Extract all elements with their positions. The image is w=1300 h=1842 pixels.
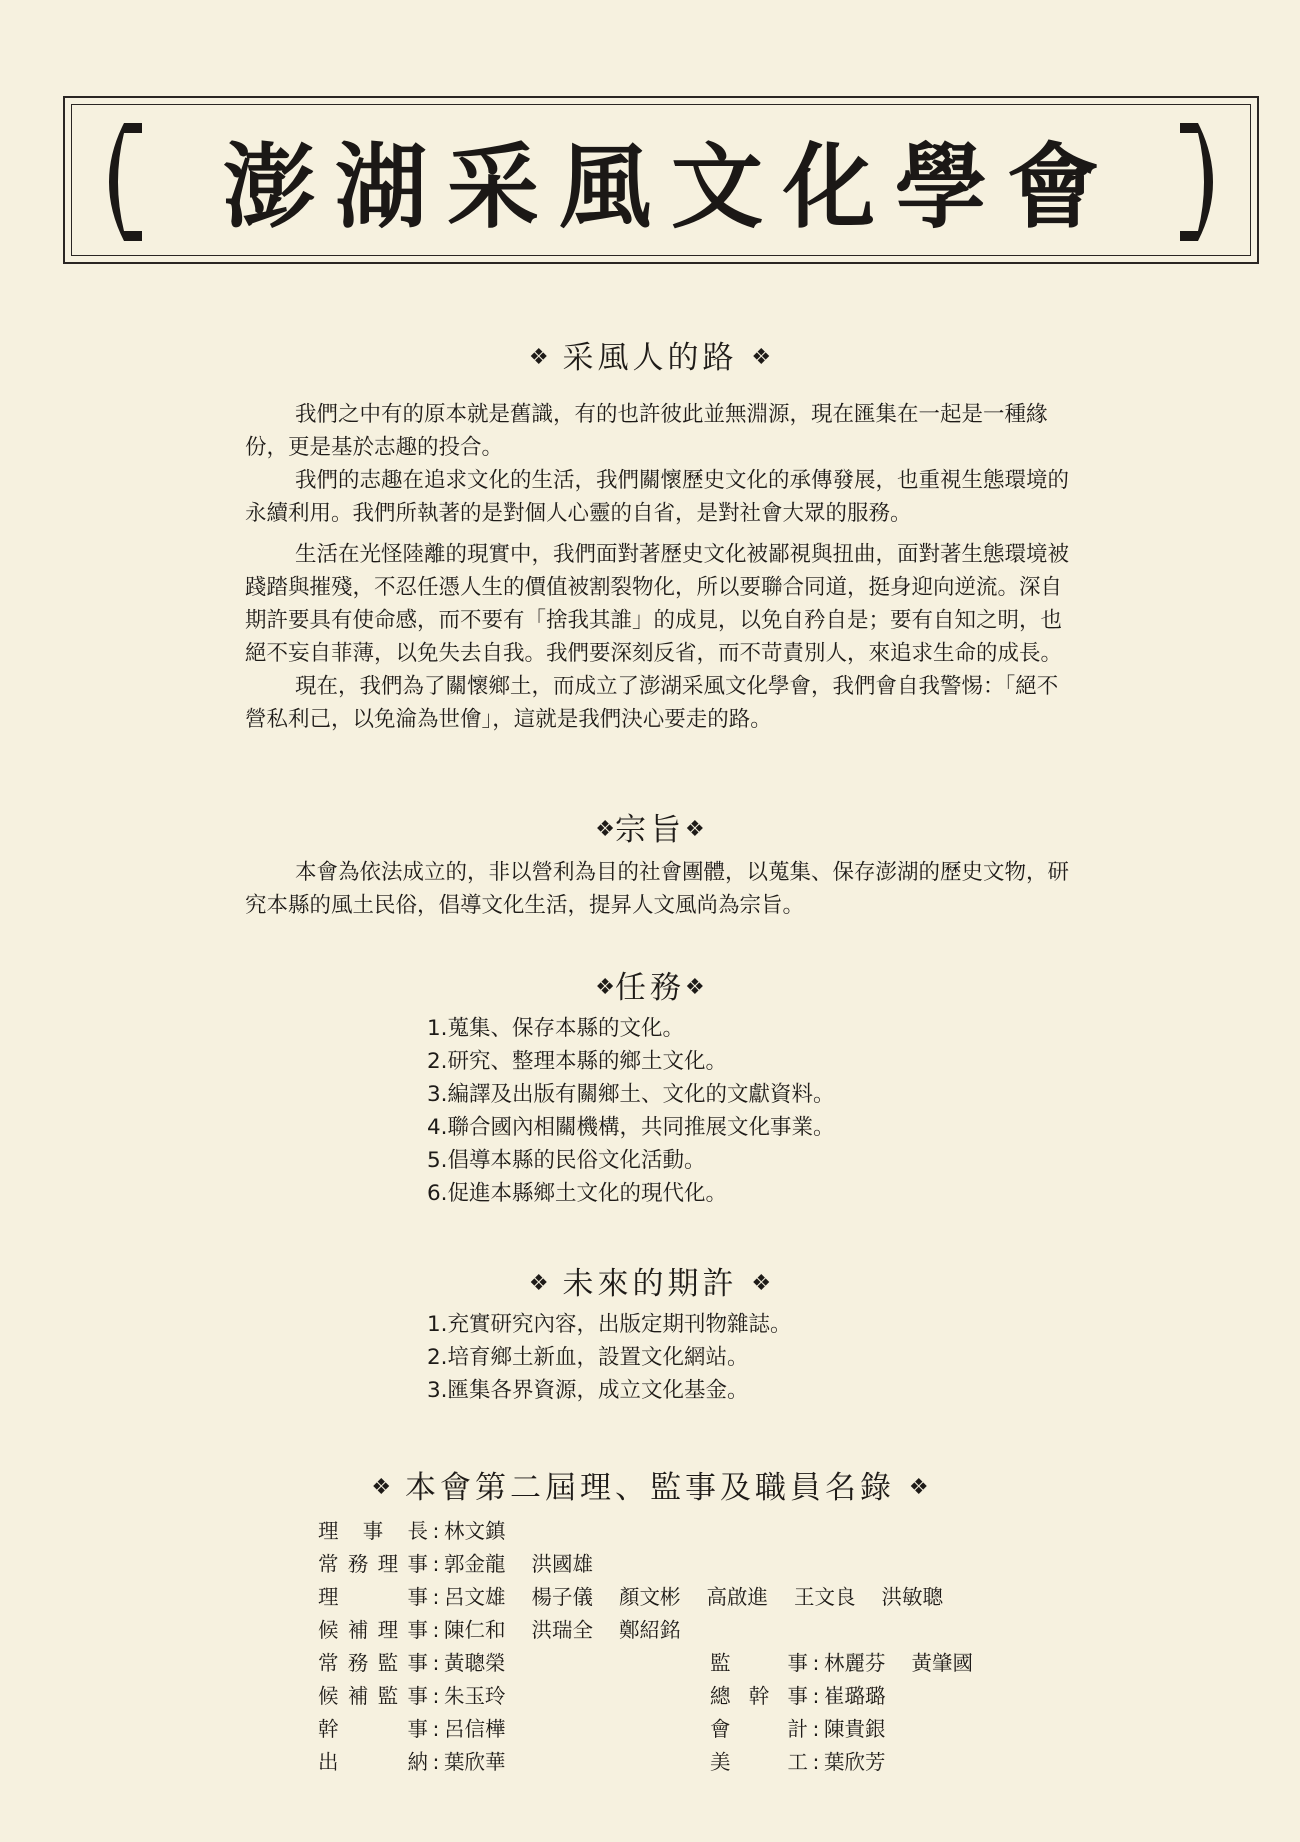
member-name: 呂文雄 [444, 1585, 506, 1609]
member-name: 朱玉玲 [444, 1684, 506, 1708]
title-banner-frame [71, 104, 1251, 256]
paragraph: 我們之中有的原本就是舊識，有的也許彼此並無淵源，現在匯集在一起是一種緣份，更是基於志趣的投合。 [245, 402, 1048, 460]
member-name: 葉欣華 [444, 1750, 506, 1774]
colon: : [432, 1750, 440, 1774]
roster-row [318, 1580, 969, 1612]
member-name: 洪瑞全 [531, 1618, 593, 1642]
paragraph: 現在，我們為了關懷鄉土，而成立了澎湖采風文化學會，我們會自我警惕：「絕不營私利己，以免淪為世儈」，這就是我們決心要走的路。 [245, 674, 1059, 732]
member-name: 洪國雄 [531, 1552, 593, 1576]
diamond-ornament-icon: ❖ [908, 1475, 929, 1500]
colon: : [432, 1717, 440, 1741]
member-names [444, 1618, 707, 1642]
member-name: 崔璐璐 [824, 1684, 886, 1708]
diamond-ornament-icon: ❖ [685, 975, 705, 1000]
roster-row [710, 1646, 999, 1678]
paragraph: 我們的志趣在追求文化的生活，我們關懷歷史文化的承傳發展，也重視生態環境的永續利用。我們所執著的是對個人心靈的自省，是對社會大眾的服務。 [245, 468, 1070, 526]
right-bracket-ornament [1180, 123, 1228, 241]
member-names [824, 1684, 912, 1708]
colon: : [432, 1651, 440, 1675]
diamond-ornament-icon: ❖ [595, 975, 615, 1000]
colon: : [432, 1585, 440, 1609]
member-names [824, 1651, 999, 1675]
roster-row [318, 1613, 707, 1645]
member-names [444, 1684, 532, 1708]
roster-row [318, 1646, 532, 1678]
member-name: 鄭紹銘 [619, 1618, 681, 1642]
role-label: 監事 [710, 1651, 808, 1675]
paragraph: 生活在光怪陸離的現實中，我們面對著歷史文化被鄙視與扭曲，面對著生態環境被踐踏與摧殘，不忍任憑人生的價值被割裂物化，所以要聯合同道，挺身迎向逆流。深自期許要具有使命感，而不要有「捨我其誰」的成見，以免自矜自是；要有自知之明，也絕不妄自菲薄，以免失去自我。我們要深刻反省，而不苛責別人，來追求生命的成長。 [245, 542, 1070, 666]
role-label: 出納 [318, 1750, 428, 1774]
member-names [824, 1717, 912, 1741]
member-names [824, 1750, 912, 1774]
list-item: 6.促進本縣鄉土文化的現代化。 [427, 1181, 728, 1206]
diamond-ornament-icon: ❖ [528, 1271, 549, 1296]
section-heading-future [0, 1258, 1300, 1303]
list-item: 3.匯集各界資源，成立文化基金。 [427, 1378, 749, 1403]
list-item: 3.編譯及出版有關鄉土、文化的文獻資料。 [427, 1082, 835, 1107]
roster-row [318, 1679, 532, 1711]
role-label: 常務監事 [318, 1651, 428, 1675]
roster-row [318, 1547, 619, 1579]
member-name: 黃聰榮 [444, 1651, 506, 1675]
member-names [444, 1651, 532, 1675]
list-item: 1.充實研究內容，出版定期刊物雜誌。 [427, 1312, 792, 1337]
member-name: 呂信樺 [444, 1717, 506, 1741]
roster-row [710, 1745, 912, 1777]
member-name: 陳仁和 [444, 1618, 506, 1642]
section-heading-tasks [0, 962, 1300, 1007]
list-item: 5.倡導本縣的民俗文化活動。 [427, 1148, 706, 1173]
colon: : [432, 1552, 440, 1576]
role-label: 理事長 [318, 1519, 428, 1543]
member-name: 葉欣芳 [824, 1750, 886, 1774]
member-name: 郭金龍 [444, 1552, 506, 1576]
roster-heading-text: 本會第二屆理、監事及職員名錄 [405, 1470, 895, 1506]
member-name: 王文良 [794, 1585, 856, 1609]
paragraph: 本會為依法成立的，非以營利為目的社會團體，以蒐集、保存澎湖的歷史文物，研究本縣的風土民俗，倡導文化生活，提昇人文風尚為宗旨。 [245, 860, 1070, 918]
role-label: 總幹事 [710, 1684, 808, 1708]
roster-row [710, 1679, 912, 1711]
member-name: 楊子儀 [531, 1585, 593, 1609]
member-names [444, 1585, 969, 1609]
role-label: 常務理事 [318, 1552, 428, 1576]
future-heading-text: 未來的期許 [562, 1266, 738, 1302]
member-name: 洪敏聰 [881, 1585, 943, 1609]
member-names [444, 1552, 619, 1576]
future-list [427, 1308, 1067, 1407]
tasks-list [427, 1012, 1067, 1210]
list-item: 2.研究、整理本縣的鄉土文化。 [427, 1049, 728, 1074]
role-label: 幹事 [318, 1717, 428, 1741]
road-heading-text: 采風人的路 [562, 340, 738, 376]
left-bracket-ornament [94, 123, 142, 241]
title-banner [63, 96, 1259, 264]
tasks-heading-text: 任務 [615, 970, 685, 1006]
diamond-ornament-icon: ❖ [685, 817, 705, 842]
diamond-ornament-icon: ❖ [371, 1475, 392, 1500]
list-item: 2.培育鄉土新血，設置文化網站。 [427, 1345, 749, 1370]
role-label: 會計 [710, 1717, 808, 1741]
list-item: 4.聯合國內相關機構，共同推展文化事業。 [427, 1115, 835, 1140]
diamond-ornament-icon: ❖ [751, 1271, 772, 1296]
list-item: 1.蒐集、保存本縣的文化。 [427, 1016, 685, 1041]
colon: : [432, 1618, 440, 1642]
purpose-paragraph [245, 856, 1077, 922]
roster-row [318, 1514, 532, 1546]
member-name: 黃肇國 [911, 1651, 973, 1675]
member-names [444, 1750, 532, 1774]
colon: : [812, 1750, 820, 1774]
section-heading-roster [0, 1462, 1300, 1507]
role-label: 候補監事 [318, 1684, 428, 1708]
section-heading-purpose [0, 804, 1300, 849]
role-label: 美工 [710, 1750, 808, 1774]
role-label: 理事 [318, 1585, 428, 1609]
colon: : [432, 1519, 440, 1543]
colon: : [812, 1684, 820, 1708]
colon: : [812, 1717, 820, 1741]
section-heading-road [0, 332, 1300, 377]
member-name: 陳貴銀 [824, 1717, 886, 1741]
member-name: 林文鎮 [444, 1519, 506, 1543]
diamond-ornament-icon: ❖ [751, 345, 772, 370]
purpose-heading-text: 宗旨 [615, 812, 685, 848]
roster-row [318, 1712, 532, 1744]
member-names [444, 1519, 532, 1543]
page-title: 澎湖采風文化學會 [222, 133, 1119, 241]
colon: : [432, 1684, 440, 1708]
roster-row [710, 1712, 912, 1744]
road-paragraphs [245, 398, 1077, 736]
diamond-ornament-icon: ❖ [528, 345, 549, 370]
member-name: 林麗芬 [824, 1651, 886, 1675]
colon: : [812, 1651, 820, 1675]
roster-row [318, 1745, 532, 1777]
diamond-ornament-icon: ❖ [595, 817, 615, 842]
member-name: 顏文彬 [619, 1585, 681, 1609]
role-label: 候補理事 [318, 1618, 428, 1642]
member-name: 高啟進 [706, 1585, 768, 1609]
member-names [444, 1717, 532, 1741]
